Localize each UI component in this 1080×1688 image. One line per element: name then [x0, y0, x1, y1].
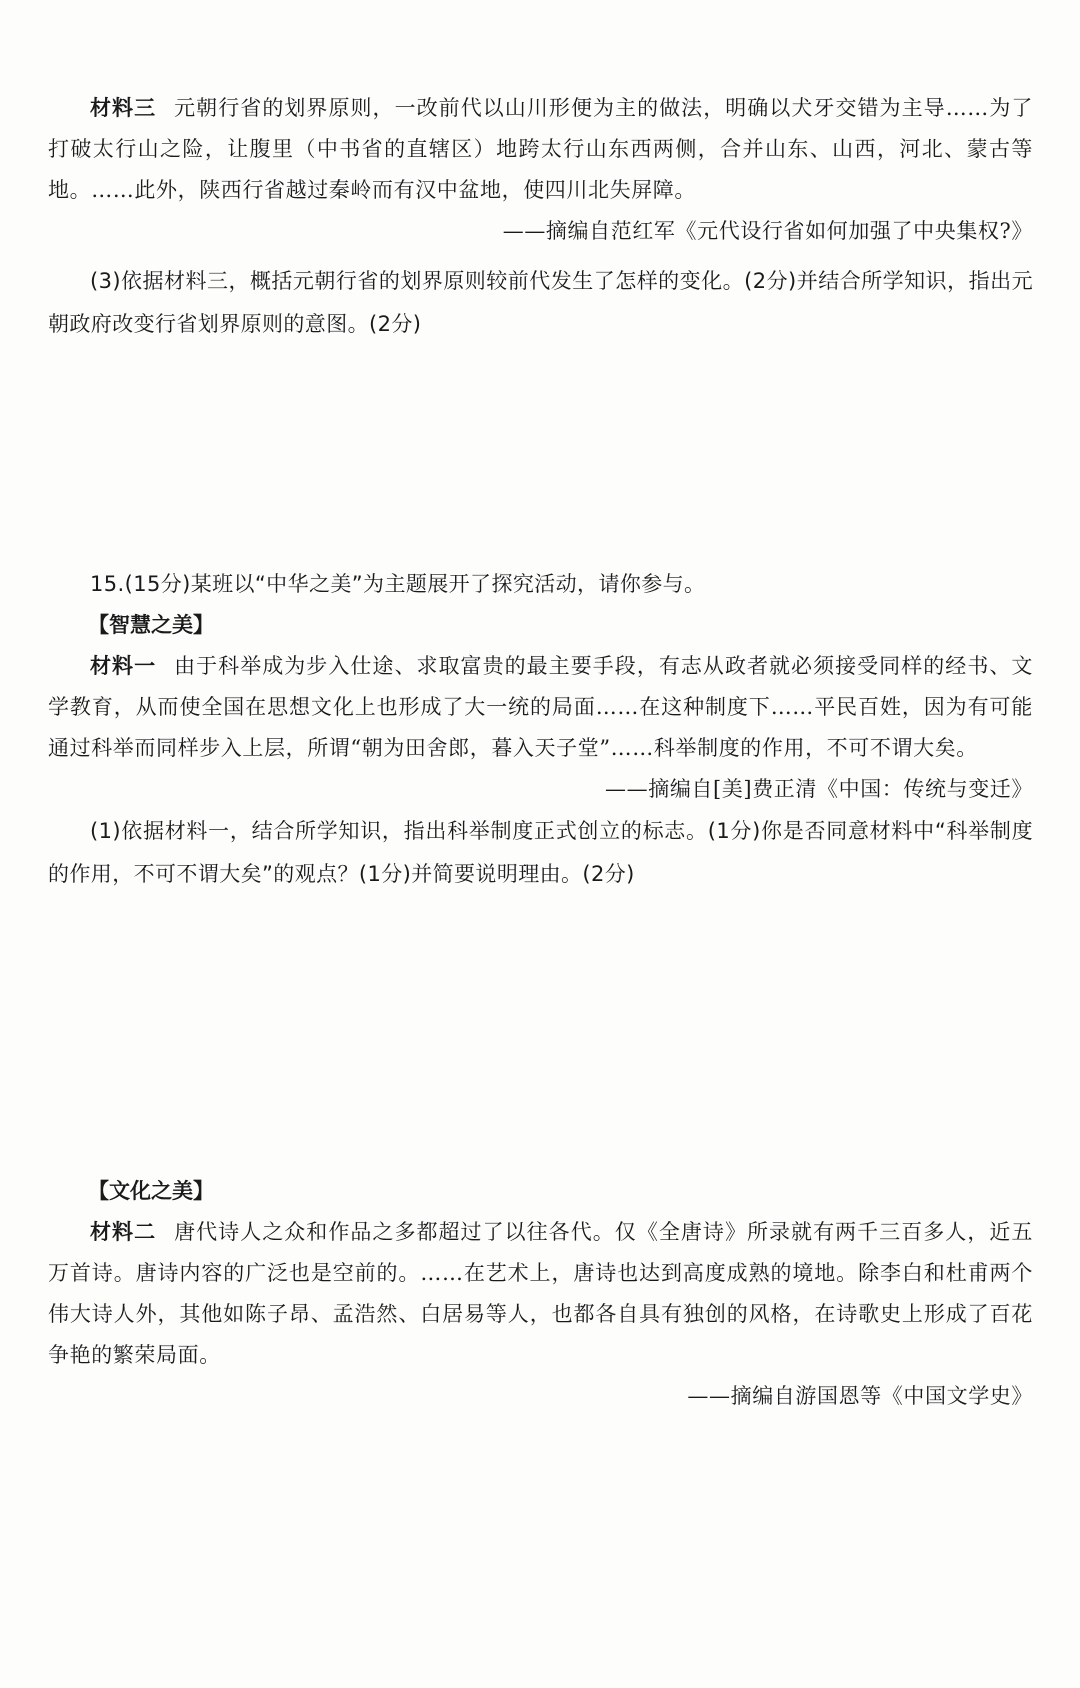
material-one-paragraph	[48, 646, 1033, 769]
section-title-wisdom: 【智慧之美】	[88, 613, 214, 637]
material-two-paragraph	[48, 1212, 1033, 1376]
question-three: (3)依据材料三，概括元朝行省的划界原则较前代发生了怎样的变化。(2分)并结合所学知识，指出元朝政府改变行省划界原则的意图。(2分)	[48, 269, 1033, 336]
question-three-block	[48, 260, 1033, 346]
material-one-label: 材料一	[90, 654, 157, 678]
material-two-text: 唐代诗人之众和作品之多都超过了以往各代。仅《全唐诗》所录就有两千三百多人，近五万首诗。唐诗内容的广泛也是空前的。……在艺术上，唐诗也达到高度成熟的境地。除李白和杜甫两个伟大诗人外，其他如陈子昂、孟浩然、白居易等人，也都各自具有独创的风格，在诗歌史上形成了百花争艳的繁荣局面。	[48, 1220, 1033, 1367]
question-fifteen-block	[48, 564, 1033, 896]
material-three-label: 材料三	[90, 96, 157, 120]
material-three-paragraph	[48, 88, 1033, 211]
question-one: (1)依据材料一，结合所学知识，指出科举制度正式创立的标志。(1分)你是否同意材料中“科举制度的作用，不可不谓大矣”的观点？(1分)并简要说明理由。(2分)	[48, 819, 1033, 886]
material-two-source: ——摘编自游国恩等《中国文学史》	[687, 1384, 1033, 1408]
material-one-source: ——摘编自[美]费正清《中国：传统与变迁》	[605, 777, 1033, 801]
material-two-label: 材料二	[90, 1220, 157, 1244]
material-one-text: 由于科举成为步入仕途、求取富贵的最主要手段，有志从政者就必须接受同样的经书、文学教育，从而使全国在思想文化上也形成了大一统的局面……在这种制度下……平民百姓，因为有可能通过科举而同样步入上层，所谓“朝为田舍郎，暮入天子堂”……科举制度的作用，不可不谓大矣。	[48, 654, 1033, 760]
material-three-block	[48, 88, 1033, 252]
section-title-culture: 【文化之美】	[88, 1179, 214, 1203]
material-three-source: ——摘编自范红军《元代设行省如何加强了中央集权?》	[502, 219, 1033, 243]
question-fifteen-header: 15.(15分)某班以“中华之美”为主题展开了探究活动，请你参与。	[90, 572, 706, 596]
culture-section-block	[48, 1171, 1033, 1417]
material-three-text: 元朝行省的划界原则，一改前代以山川形便为主的做法，明确以犬牙交错为主导……为了打破太行山之险，让腹里（中书省的直辖区）地跨太行山东西两侧，合并山东、山西，河北、蒙古等地。……此外，陕西行省越过秦岭而有汉中盆地，使四川北失屏障。	[48, 96, 1033, 202]
